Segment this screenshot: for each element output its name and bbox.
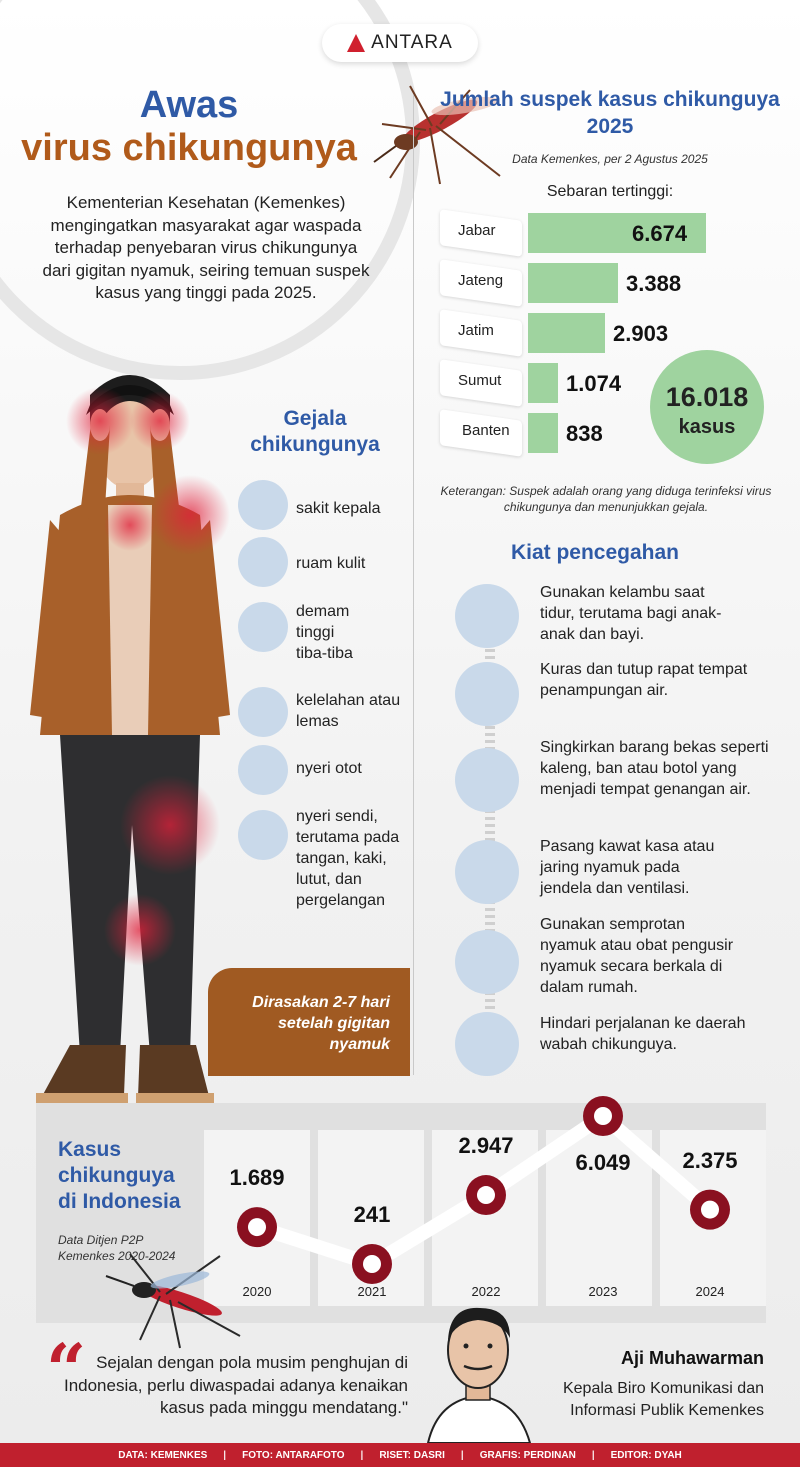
thermometer-icon xyxy=(238,602,288,652)
fatigue-icon xyxy=(238,687,288,737)
repellent-icon xyxy=(455,930,519,994)
credit-separator: | xyxy=(460,1449,464,1461)
year-label: 2021 xyxy=(357,1284,387,1299)
cases-value-label: 6.049 xyxy=(575,1150,631,1175)
bar-banten xyxy=(528,413,558,453)
quote-mark-icon: “ xyxy=(46,1328,87,1411)
title-line-1: Awas xyxy=(139,84,239,126)
region-label: Sumut xyxy=(458,372,502,389)
prevention-label: Gunakan kelambu saat tidur, terutama bagi anak-anak dan bayi. xyxy=(540,584,722,643)
prevention-label: Hindari perjalanan ke daerah wabah chikunguya. xyxy=(540,1015,746,1053)
cases-value-label: 2.375 xyxy=(682,1147,738,1173)
bar-value-label: 3.388 xyxy=(626,271,682,296)
cases-value-label: 241 xyxy=(353,1202,391,1227)
cases-value-label: 2.947 xyxy=(458,1133,514,1159)
prevention-label: Singkirkan barang bekas seperti kaleng, ban atau botol yang menjadi tempat genangan air. xyxy=(540,739,769,798)
prevention-label: Gunakan semprotan nyamuk atau obat pengusir nyamuk secara berkala di dalam rumah. xyxy=(540,916,734,996)
symptom-label: sakit kepala xyxy=(296,500,381,517)
cases-chart-source: Data Ditjen P2P Kemenkes 2020-2024 xyxy=(58,1233,176,1263)
bar-sumut xyxy=(528,363,558,403)
onset-box: Dirasakan 2-7 hari setelah gigitan nyamuk xyxy=(208,968,410,1076)
skin-rash-icon xyxy=(238,537,288,587)
total-cases-unit: kasus xyxy=(678,416,736,438)
symptom-label: nyeri otot xyxy=(296,760,362,777)
head-pain-icon xyxy=(238,480,288,530)
symptom-label: demam tinggi tiba-tiba xyxy=(296,603,353,662)
spread-label: Sebaran tertinggi: xyxy=(546,183,674,200)
chart-source-suspect: Data Kemenkes, per 2 Agustus 2025 xyxy=(512,152,708,166)
bar-jatim xyxy=(528,313,605,353)
region-label: Banten xyxy=(462,422,510,439)
symptom-label: ruam kulit xyxy=(296,555,366,572)
cases-point-center xyxy=(248,1218,266,1236)
credit-photo: FOTO: ANTARAFOTO xyxy=(242,1449,345,1461)
mosquito-net-icon xyxy=(455,584,519,648)
cases-chart-title: Kasus chikunguya di Indonesia xyxy=(58,1138,181,1213)
credits-footer xyxy=(0,1443,800,1467)
year-label: 2020 xyxy=(242,1284,272,1299)
region-label: Jabar xyxy=(458,222,496,239)
region-label: Jateng xyxy=(458,272,504,289)
credit-data: DATA: KEMENKES xyxy=(118,1449,208,1461)
credit-separator: | xyxy=(591,1449,595,1461)
bar-jateng xyxy=(528,263,618,303)
window-screen-icon xyxy=(455,840,519,904)
water-container-icon xyxy=(455,662,519,726)
travel-map-icon xyxy=(455,1012,519,1076)
credit-editor: EDITOR: DYAH xyxy=(610,1449,682,1461)
speaker-role: Kepala Biro Komunikasi dan Informasi Publik Kemenkes xyxy=(562,1380,764,1419)
credit-separator: | xyxy=(223,1449,227,1461)
intro-paragraph: Kementerian Kesehatan (Kemenkes) mengingatkan masyarakat agar waspada terhadap penyebaran virus chikungunya dari gigitan nyamuk, seiring temuan suspek kasus yang tinggi pada 2025. xyxy=(42,193,370,302)
year-label: 2024 xyxy=(695,1284,725,1299)
cases-point-center xyxy=(594,1107,612,1125)
chart-title-suspect: Jumlah suspek kasus chikunguya 2025 xyxy=(440,88,780,138)
prevention-title: Kiat pencegahan xyxy=(510,541,680,564)
year-label: 2023 xyxy=(588,1284,618,1299)
waste-items-icon xyxy=(455,748,519,812)
symptom-label: kelelahan atau lemas xyxy=(296,692,401,730)
prevention-label: Kuras dan tutup rapat tempat penampungan air. xyxy=(540,661,748,699)
prevention-label: Pasang kawat kasa atau jaring nyamuk pada jendela dan ventilasi. xyxy=(540,838,715,897)
region-label: Jatim xyxy=(458,322,494,339)
suspect-note: Keterangan: Suspek adalah orang yang diduga terinfeksi virus chikungunya dan menunjukkan gejala. xyxy=(440,484,772,514)
title-line-2: virus chikungunya xyxy=(21,127,357,169)
logo-text: ANTARA xyxy=(371,32,453,53)
credit-research: RISET: DASRI xyxy=(379,1449,445,1461)
year-label: 2022 xyxy=(471,1284,501,1299)
cases-value-label: 1.689 xyxy=(229,1165,285,1191)
credit-separator: | xyxy=(360,1449,364,1461)
bar-value-label: 2.903 xyxy=(613,321,669,346)
cases-point-center xyxy=(363,1255,381,1273)
joint-pain-icon xyxy=(238,810,288,860)
bar-value-label: 6.674 xyxy=(632,221,688,246)
symptom-label: nyeri sendi, terutama pada tangan, kaki, lutut, dan pergelangan xyxy=(296,808,400,909)
muscle-pain-icon xyxy=(238,745,288,795)
symptoms-title: Gejala chikungunya xyxy=(250,407,380,456)
cases-point-center xyxy=(701,1201,719,1219)
speaker-name: Aji Muhawarman xyxy=(620,1348,764,1368)
cases-point-center xyxy=(477,1186,495,1204)
bar-value-label: 838 xyxy=(566,421,603,446)
total-cases-value: 16.018 xyxy=(665,382,749,412)
mosquito-illustration-bottom xyxy=(100,1250,250,1350)
quote-text: Sejalan dengan pola musim penghujan di Indonesia, perlu diwaspadai adanya kenaikan kasus pada minggu mendatang." xyxy=(63,1353,408,1417)
bar-value-label: 1.074 xyxy=(566,371,622,396)
credit-graphics: GRAFIS: PERDINAN xyxy=(479,1449,576,1461)
